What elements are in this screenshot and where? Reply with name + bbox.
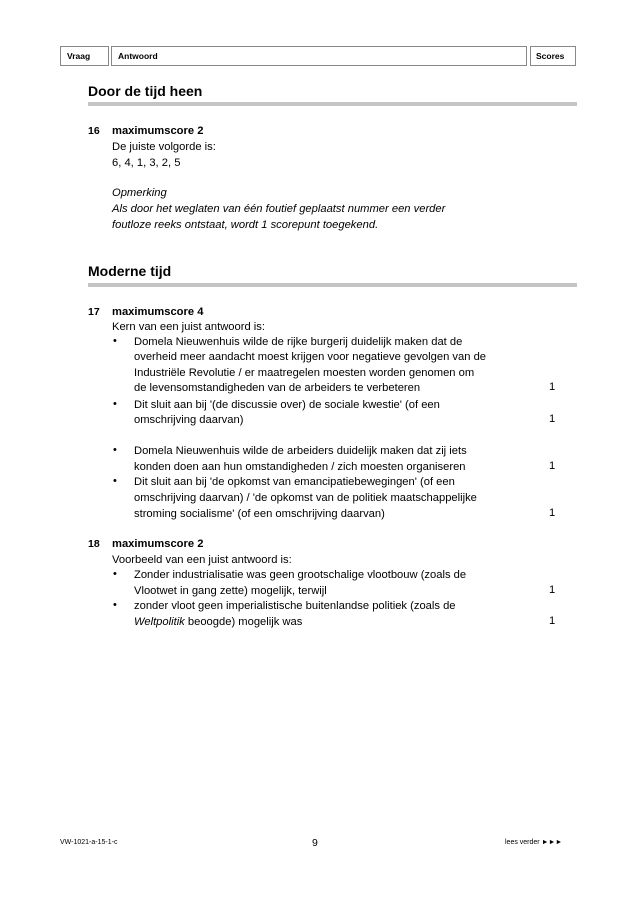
remark-title: Opmerking (112, 187, 167, 199)
score-value: 1 (549, 584, 556, 596)
score-value: 1 (549, 615, 556, 627)
page-number: 9 (312, 837, 318, 849)
answer-line: Industriële Revolutie / er maatregelen moesten worden genomen om (134, 367, 475, 379)
score-value: 1 (549, 507, 556, 519)
max-score: maximumscore 2 (112, 125, 204, 137)
section-title: Moderne tijd (88, 263, 172, 279)
answer-line: Zonder industrialisatie was geen grootschalige vlootbouw (zoals de (134, 569, 467, 581)
italic-term: Weltpolitik (134, 616, 185, 628)
answer-line: Dit sluit aan bij '(de discussie over) de sociale kwestie' (of een (134, 399, 440, 411)
answer-intro: Kern van een juist antwoord is: (112, 321, 265, 333)
bullet: • (113, 335, 117, 347)
question-number: 17 (88, 306, 100, 318)
answer-intro: Voorbeeld van een juist antwoord is: (112, 554, 292, 566)
max-score: maximumscore 4 (112, 306, 204, 318)
answer-line: de levensomstandigheden van de arbeiders te verbeteren (134, 382, 421, 394)
answer-line: 6, 4, 1, 3, 2, 5 (112, 157, 181, 169)
max-score: maximumscore 2 (112, 538, 204, 550)
document-code: VW-1021-a-15-1-c (60, 839, 118, 846)
remark-line: foutloze reeks ontstaat, wordt 1 scorepunt toegekend. (112, 219, 379, 231)
bullet: • (113, 599, 117, 611)
answer-line: Domela Nieuwenhuis wilde de arbeiders duidelijk maken dat zij iets (134, 445, 467, 457)
header-vraag: Vraag (60, 46, 109, 66)
answer-line: Domela Nieuwenhuis wilde de rijke burgerij duidelijk maken dat de (134, 336, 463, 348)
section-divider (88, 102, 577, 106)
score-value: 1 (549, 460, 556, 472)
bullet: • (113, 398, 117, 410)
remark-line: Als door het weglaten van één foutief geplaatst nummer een verder (112, 203, 446, 215)
answer-line: Dit sluit aan bij 'de opkomst van emancipatiebewegingen' (of een (134, 476, 455, 488)
answer-line: zonder vloot geen imperialistische buitenlandse politiek (zoals de (134, 600, 456, 612)
answer-line: stroming socialisme' (of een omschrijving daarvan) (134, 508, 385, 520)
question-number: 16 (88, 125, 100, 137)
answer-line: overheid meer aandacht moest krijgen voor negatieve gevolgen van de (134, 351, 487, 363)
continue-note: lees verder ►►► (505, 839, 563, 846)
question-number: 18 (88, 538, 100, 550)
bullet: • (113, 444, 117, 456)
bullet: • (113, 475, 117, 487)
bullet: • (113, 568, 117, 580)
section-divider (88, 283, 577, 287)
answer-line: Vlootwet in gang zette) mogelijk, terwijl (134, 585, 327, 597)
header-antwoord: Antwoord (111, 46, 527, 66)
answer-line: De juiste volgorde is: (112, 141, 216, 153)
header-scores: Scores (530, 46, 576, 66)
score-value: 1 (549, 381, 556, 393)
score-value: 1 (549, 413, 556, 425)
section-title: Door de tijd heen (88, 83, 203, 99)
answer-line: konden doen aan hun omstandigheden / zich moesten organiseren (134, 461, 466, 473)
answer-line-rest: beoogde) mogelijk was (184, 616, 303, 628)
answer-line: omschrijving daarvan) / 'de opkomst van de politiek maatschappelijke (134, 492, 477, 504)
answer-line: omschrijving daarvan) (134, 414, 244, 426)
answer-line (134, 615, 302, 629)
